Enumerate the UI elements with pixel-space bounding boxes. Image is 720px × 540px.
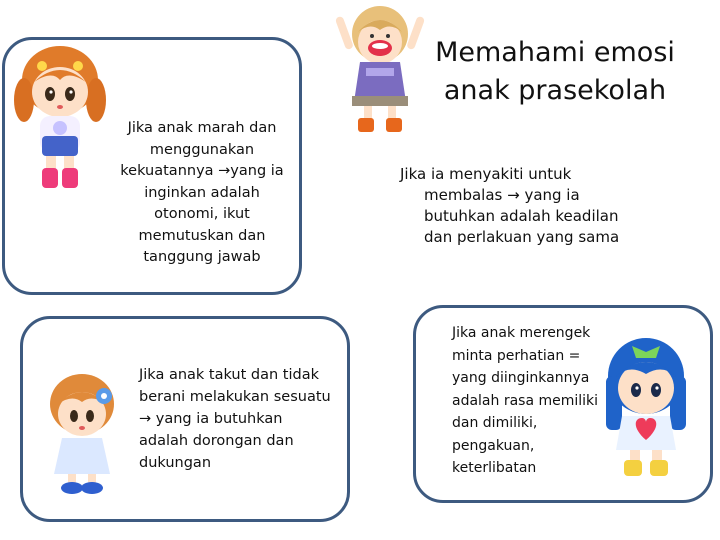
angry-text	[112, 118, 292, 269]
hurt-line: membalas → yang ia	[424, 186, 580, 204]
page-title	[430, 34, 680, 110]
angry-line: kekuatannya →yang ia	[120, 163, 284, 179]
afraid-line: → yang ia butuhkan	[139, 411, 283, 427]
hurt-text	[400, 164, 650, 248]
angry-line: inginkan adalah	[144, 184, 260, 201]
doll-bottom-right-icon	[596, 332, 696, 482]
title-line-1: Memahami emosi	[435, 37, 675, 68]
afraid-line: berani melakukan sesuatu	[139, 389, 331, 405]
angry-line: menggunakan	[149, 141, 255, 158]
attention-line: Jika anak merengek	[452, 325, 591, 341]
attention-line: pengakuan,	[452, 437, 535, 454]
doll-bottom-left-icon	[38, 370, 126, 500]
hurt-line: butuhkan adalah keadilan	[424, 207, 619, 225]
angry-line: memutuskan dan	[138, 227, 266, 244]
angry-line: tanggung jawab	[143, 249, 261, 265]
hurt-line: Jika ia menyakiti untuk	[400, 165, 572, 183]
afraid-text	[139, 364, 344, 474]
doll-top-center-icon	[330, 2, 430, 134]
attention-text	[452, 322, 602, 480]
attention-line: keterlibatan	[452, 460, 537, 476]
afraid-line: dukungan	[139, 455, 212, 471]
hurt-line: dan perlakuan yang sama	[424, 228, 620, 246]
attention-line: yang diinginkannya	[452, 370, 590, 386]
afraid-line: adalah dorongan dan	[139, 433, 294, 449]
angry-line: Jika anak marah dan	[127, 120, 277, 136]
attention-line: adalah rasa memiliki	[452, 392, 599, 409]
attention-line: minta perhatian =	[452, 347, 581, 364]
attention-line: dan dimiliki,	[452, 415, 538, 431]
title-line-2: anak prasekolah	[443, 75, 667, 106]
doll-top-left-icon	[8, 40, 112, 192]
angry-line: otonomi, ikut	[154, 206, 250, 222]
afraid-line: Jika anak takut dan tidak	[139, 367, 320, 383]
